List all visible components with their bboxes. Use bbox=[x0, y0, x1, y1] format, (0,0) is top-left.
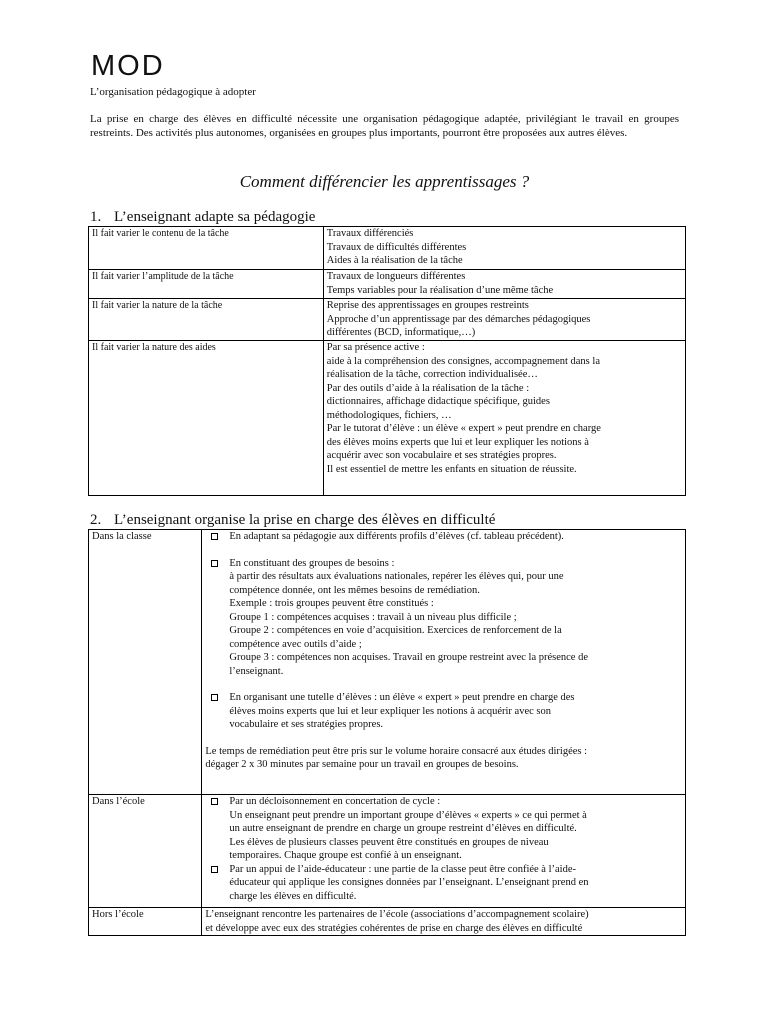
cell-line: Reprise des apprentissages en groupes restreints bbox=[326, 300, 529, 311]
cell-line: des élèves moins experts que lui et leur expliquer les notions à bbox=[326, 436, 589, 448]
bullet-text: à partir des résultats aux évaluations nationales, repérer les élèves qui, pour une bbox=[229, 571, 564, 582]
table-cell-label: Il fait varier le contenu de la tâche bbox=[89, 227, 324, 270]
cell-line: Aides à la réalisation de la tâche bbox=[326, 255, 463, 266]
bullet-text: élèves moins experts que lui et leur expliquer les notions à acquérir avec son bbox=[229, 705, 551, 717]
bullet-text: Groupe 3 : compétences non acquises. Travail en groupe restreint avec la présence de bbox=[229, 652, 588, 663]
table-cell-label: Il fait varier la nature des aides bbox=[89, 341, 324, 496]
section-1-number: 1. bbox=[90, 209, 102, 225]
cell-line: Il est essentiel de mettre les enfants en situation de réussite. bbox=[326, 463, 577, 475]
bullet-text: temporaires. Chaque groupe est confié à un enseignant. bbox=[229, 850, 462, 861]
section-1-heading bbox=[90, 208, 315, 226]
table-cell-label: Dans l’école bbox=[89, 795, 202, 908]
cell-line: Travaux différenciés bbox=[326, 228, 414, 239]
intro-paragraph: La prise en charge des élèves en difficulté nécessite une organisation pédagogique adaptée, privilégiant le travail en groupes restreints. Des activités plus autonomes, organisées en groupes plus importants, pourront être proposées aux autres élèves. bbox=[90, 113, 679, 139]
cell-line: Approche d’un apprentissage par des démarches pédagogiques bbox=[326, 313, 591, 325]
table-cell-content bbox=[323, 270, 685, 299]
checkbox-bullet-icon bbox=[211, 798, 218, 805]
table-cell-content bbox=[202, 530, 686, 795]
cell-line: L’enseignant rencontre les partenaires de l’école (associations d’accompagnement scolaire) bbox=[205, 909, 589, 920]
bullet-item bbox=[205, 530, 683, 544]
bullet-text: En constituant des groupes de besoins : bbox=[229, 557, 395, 569]
cell-line: Travaux de difficultés différentes bbox=[326, 241, 467, 253]
checkbox-bullet-icon bbox=[211, 694, 218, 701]
cell-line: méthodologiques, fichiers, … bbox=[326, 409, 452, 421]
table-row bbox=[89, 908, 686, 936]
cell-line: acquérir avec son vocabulaire et ses stratégies propres. bbox=[326, 450, 557, 461]
table-row bbox=[89, 795, 686, 908]
bullet-text: vocabulaire et ses stratégies propres. bbox=[229, 719, 384, 730]
table-cell-content bbox=[202, 795, 686, 908]
cell-line: Temps variables pour la réalisation d’une même tâche bbox=[326, 284, 554, 296]
table-cell-label: Il fait varier l’amplitude de la tâche bbox=[89, 270, 324, 299]
cell-line: réalisation de la tâche, correction individualisée… bbox=[326, 369, 538, 380]
cell-line: différentes (BCD, informatique,…) bbox=[326, 327, 476, 338]
pedagogy-table bbox=[88, 226, 686, 496]
bullet-text: l’enseignant. bbox=[229, 665, 284, 677]
bullet-text: Groupe 2 : compétences en voie d’acquisition. Exercices de renforcement de la bbox=[229, 625, 562, 636]
bullet-item bbox=[205, 795, 683, 863]
table-cell-content bbox=[323, 299, 685, 341]
support-table bbox=[88, 529, 686, 936]
cell-line: et développe avec eux des stratégies cohérentes de prise en charge des élèves en difficulté bbox=[205, 922, 583, 934]
bullet-text: Exemple : trois groupes peuvent être constitués : bbox=[229, 598, 434, 609]
bullet-text: Par un décloisonnement en concertation de cycle : bbox=[229, 796, 441, 807]
section-2-number: 2. bbox=[90, 512, 102, 528]
document-subtitle: L’organisation pédagogique à adopter bbox=[90, 86, 256, 98]
cell-line: dictionnaires, affichage didactique spécifique, guides bbox=[326, 396, 550, 407]
bullet-text: En organisant une tutelle d’élèves : un élève « expert » peut prendre en charge des bbox=[229, 692, 575, 703]
bullet-item bbox=[205, 691, 683, 732]
bullet-text: Les élèves de plusieurs classes peuvent être constitués en groupes de niveau bbox=[229, 836, 549, 848]
table-row bbox=[89, 530, 686, 795]
bullet-text: Groupe 1 : compétences acquises : travail à un niveau plus difficile ; bbox=[229, 611, 517, 623]
bullet-text: compétence avec outils d’aide ; bbox=[229, 638, 362, 650]
checkbox-bullet-icon bbox=[211, 533, 218, 540]
cell-line: aide à la compréhension des consignes, accompagnement dans la bbox=[326, 355, 600, 367]
table-cell-content bbox=[202, 908, 686, 936]
table-cell-label: Il fait varier la nature de la tâche bbox=[89, 299, 324, 341]
table-cell-content bbox=[323, 341, 685, 496]
section-question: Comment différencier les apprentissages ? bbox=[239, 172, 530, 191]
section-2-title: L’enseignant organise la prise en charge des élèves en difficulté bbox=[114, 512, 496, 528]
bullet-text: un autre enseignant de prendre en charge un groupe restreint d’élèves en difficulté. bbox=[229, 823, 577, 834]
table-cell-label: Hors l’école bbox=[89, 908, 202, 936]
table-cell-label: Dans la classe bbox=[89, 530, 202, 795]
table-row bbox=[89, 299, 686, 341]
cell-line: Le temps de remédiation peut être pris sur le volume horaire consacré aux études dirigées : bbox=[205, 745, 588, 757]
bullet-text: éducateur qui applique les consignes données par l’enseignant. L’enseignant prend en bbox=[229, 877, 589, 888]
table-row bbox=[89, 227, 686, 270]
section-1-title: L’enseignant adapte sa pédagogie bbox=[114, 209, 316, 225]
bullet-text: compétence donnée, ont les mêmes besoins de remédiation. bbox=[229, 584, 480, 596]
cell-line: Travaux de longueurs différentes bbox=[326, 271, 466, 282]
bullet-text: charge les élèves en difficulté. bbox=[229, 890, 357, 902]
bullet-item bbox=[205, 557, 683, 679]
table-row bbox=[89, 341, 686, 496]
table-row bbox=[89, 270, 686, 299]
cell-line: Par des outils d’aide à la réalisation de la tâche : bbox=[326, 382, 530, 394]
table-cell-content bbox=[323, 227, 685, 270]
checkbox-bullet-icon bbox=[211, 560, 218, 567]
section-2-heading bbox=[90, 511, 495, 529]
cell-line: Par le tutorat d’élève : un élève « expert » peut prendre en charge bbox=[326, 423, 601, 434]
cell-line: Par sa présence active : bbox=[326, 342, 425, 353]
cell-line: dégager 2 x 30 minutes par semaine pour un travail en groupes de besoins. bbox=[205, 759, 519, 770]
checkbox-bullet-icon bbox=[211, 866, 218, 873]
bullet-text: Par un appui de l’aide-éducateur : une partie de la classe peut être confiée à l’aide- bbox=[229, 863, 576, 875]
bullet-item bbox=[205, 863, 683, 904]
bullet-text: En adaptant sa pédagogie aux différents profils d’élèves (cf. tableau précédent). bbox=[229, 531, 564, 542]
bullet-text: Un enseignant peut prendre un important groupe d’élèves « experts » ce qui permet à bbox=[229, 809, 587, 821]
document-title: MOD bbox=[91, 50, 165, 82]
